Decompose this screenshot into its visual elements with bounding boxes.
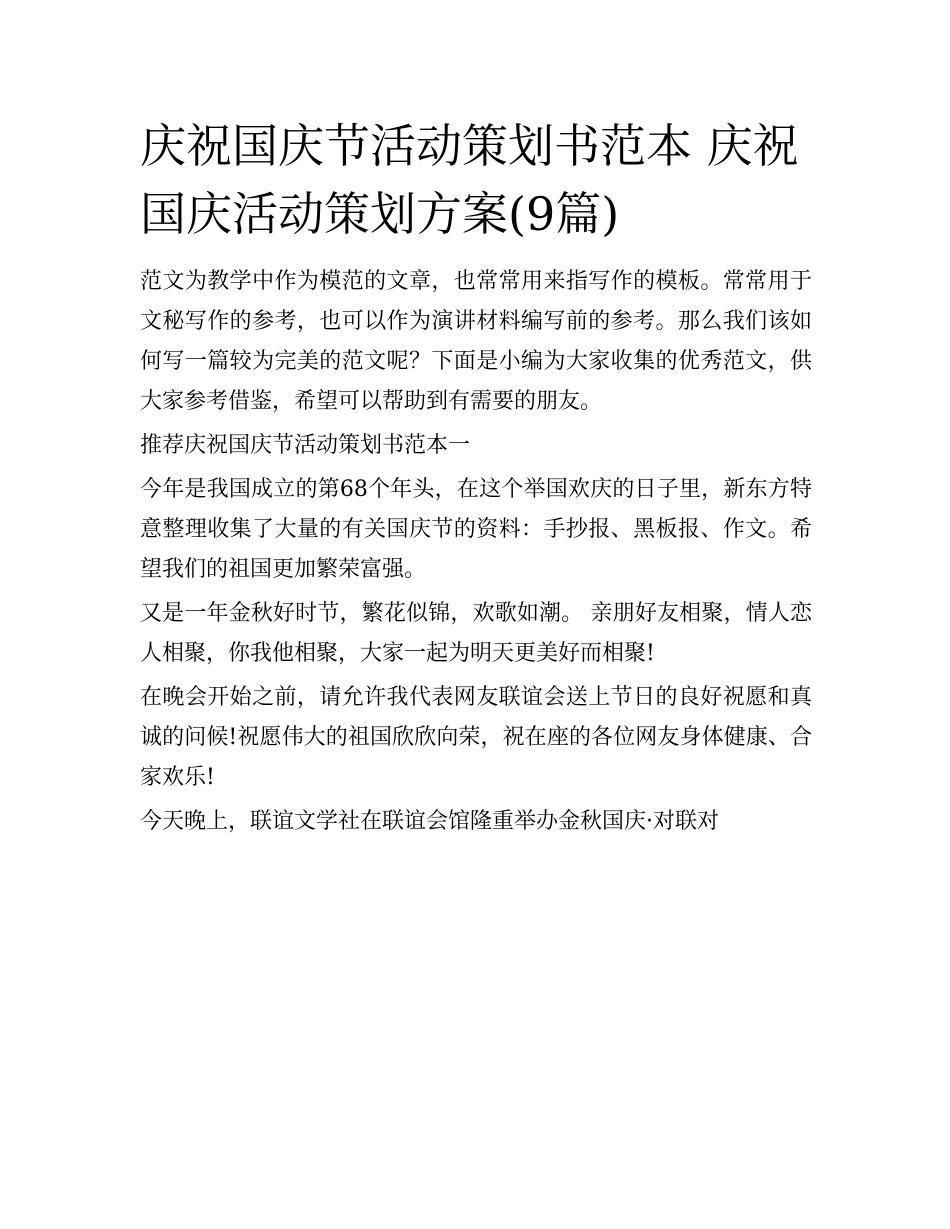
document-body (140, 112, 812, 846)
body-paragraph-2: 又是一年金秋好时节，繁花似锦，欢歌如潮。 亲朋好友相聚，情人恋人相聚，你我他相聚，大家一起为明天更美好而相聚! (140, 601, 812, 666)
body-paragraph-1: 今年是我国成立的第68个年头，在这个举国欢庆的日子里，新东方特意整理收集了大量的有关国庆节的资料：手抄报、黑板报、作文。希望我们的祖国更加繁荣富强。 (140, 477, 812, 582)
body-paragraph-3: 在晚会开始之前，请允许我代表网友联谊会送上节日的良好祝愿和真诚的问候!祝愿伟大的祖国欣欣向荣，祝在座的各位网友身体健康、合家欢乐! (140, 685, 812, 790)
intro-paragraph: 范文为教学中作为模范的文章，也常常用来指写作的模板。常常用于文秘写作的参考，也可以作为演讲材料编写前的参考。那么我们该如何写一篇较为完美的范文呢？下面是小编为大家收集的优秀范文，供大家参考借鉴，希望可以帮助到有需要的朋友。 (140, 269, 812, 414)
body-paragraph-4: 今天晚上，联谊文学社在联谊会馆隆重举办金秋国庆·对联对 (140, 809, 719, 834)
section-heading: 推荐庆祝国庆节活动策划书范本一 (140, 433, 471, 458)
document-title: 庆祝国庆节活动策划书范本 庆祝国庆活动策划方案(9篇) (140, 119, 799, 241)
